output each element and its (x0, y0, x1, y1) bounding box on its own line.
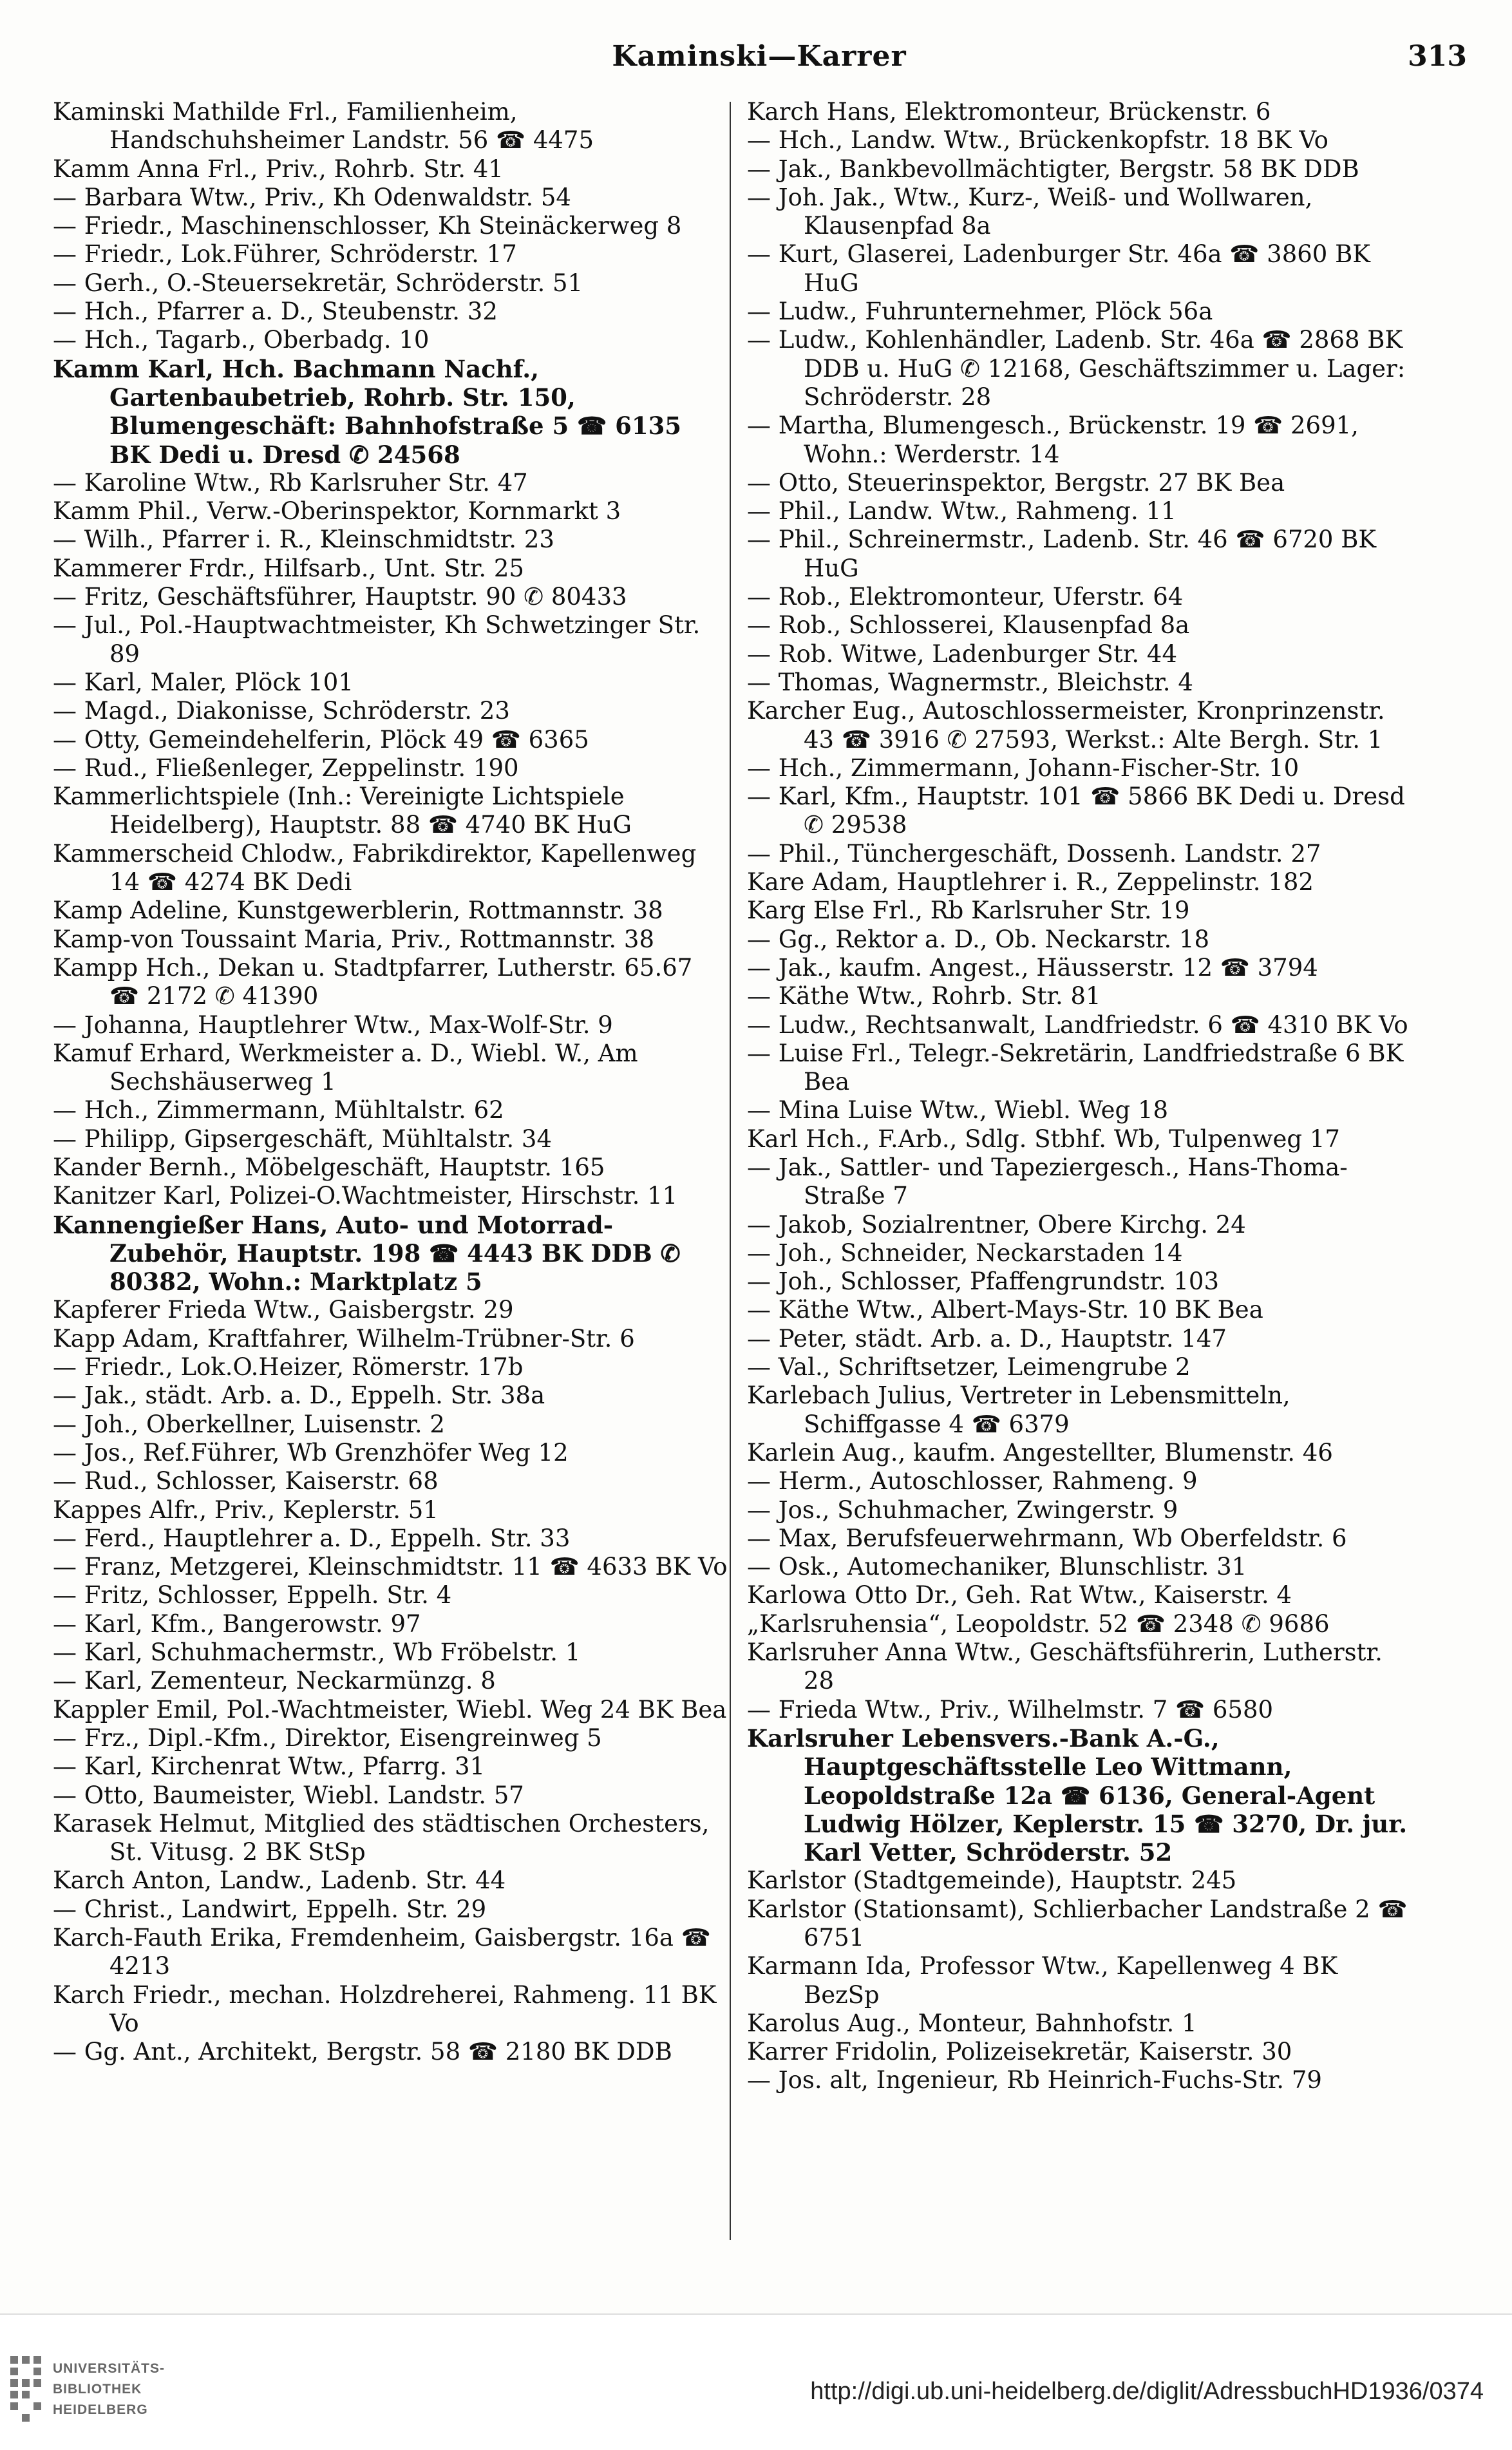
directory-entry: — Karl, Kfm., Hauptstr. 101 ☎ 5866 BK Dedi u. Dresd ✆ 29538 (747, 783, 1405, 839)
directory-entry: — Magd., Diakonisse, Schröderstr. 23 (53, 697, 510, 725)
directory-entry: Karlsruher Lebensvers.-Bank A.-G., Hauptgeschäftsstelle Leo Wittmann, Leopoldstraße 12a ☎ 6136, General-Agent Ludwig Hölzer, Keplerstr. 15 ☎ 3270, Dr. jur. Karl Vetter, Schröderstr. 52 (747, 1724, 1408, 1867)
footer-bar (0, 2313, 1512, 2450)
directory-entry: Kammerer Frdr., Hilfsarb., Unt. Str. 25 (53, 554, 524, 582)
directory-entry: — Rob., Schlosserei, Klausenpfad 8a (747, 611, 1190, 640)
directory-entry: — Karl, Zementeur, Neckarmünzg. 8 (53, 1667, 496, 1695)
directory-entry: — Martha, Blumengesch., Brückenstr. 19 ☎ 2691, Wohn.: Werderstr. 14 (747, 412, 1359, 468)
directory-entry: Karg Else Frl., Rb Karlsruher Str. 19 (747, 897, 1190, 925)
directory-entry: — Friedr., Maschinenschlosser, Kh Steinäckerweg 8 (53, 212, 682, 240)
directory-entry: — Jak., Bankbevollmächtigter, Bergstr. 58 BK DDB (747, 155, 1359, 183)
directory-entry: — Ludw., Kohlenhändler, Ladenb. Str. 46a ☎ 2868 BK DDB u. HuG ✆ 12168, Geschäftszimmer u. Lager: Schröderstr. 28 (747, 326, 1406, 411)
directory-entry: Karmann Ida, Professor Wtw., Kapellenweg 4 BK BezSp (747, 1952, 1338, 2009)
directory-entry: Karlstor (Stadtgemeinde), Hauptstr. 245 (747, 1866, 1237, 1895)
directory-entry: — Rud., Fließenleger, Zeppelinstr. 190 (53, 754, 519, 782)
directory-entry: — Jakob, Sozialrentner, Obere Kirchg. 24 (747, 1210, 1246, 1239)
directory-entry: — Jak., Sattler- und Tapeziergesch., Hans-Thoma-Straße 7 (747, 1153, 1348, 1210)
directory-entry: Karch-Fauth Erika, Fremdenheim, Gaisbergstr. 16a ☎ 4213 (53, 1924, 711, 1980)
directory-entry: Kanitzer Karl, Polizei-O.Wachtmeister, Hirschstr. 11 (53, 1182, 678, 1210)
directory-entry: — Phil., Schreinermstr., Ladenb. Str. 46 ☎ 6720 BK HuG (747, 526, 1377, 582)
directory-entry: — Gg., Rektor a. D., Ob. Neckarstr. 18 (747, 925, 1210, 953)
directory-entry: — Otto, Steuerinspektor, Bergstr. 27 BK Bea (747, 468, 1285, 497)
directory-entry: — Karl, Kfm., Bangerowstr. 97 (53, 1610, 421, 1638)
directory-entry: Karolus Aug., Monteur, Bahnhofstr. 1 (747, 2009, 1197, 2037)
directory-entry: — Osk., Automechaniker, Blunschlistr. 31 (747, 1553, 1247, 1581)
directory-entry: Kamm Anna Frl., Priv., Rohrb. Str. 41 (53, 155, 504, 183)
directory-entry: Kammerscheid Chlodw., Fabrikdirektor, Kapellenweg 14 ☎ 4274 BK Dedi (53, 839, 697, 897)
directory-entry: — Rob., Elektromonteur, Uferstr. 64 (747, 583, 1184, 611)
directory-entry: Kampp Hch., Dekan u. Stadtpfarrer, Lutherstr. 65.67 ☎ 2172 ✆ 41390 (53, 953, 693, 1011)
directory-entry: — Joh., Schneider, Neckarstaden 14 (747, 1239, 1183, 1267)
page-number: 313 (1408, 40, 1467, 73)
directory-entry: Kapferer Frieda Wtw., Gaisbergstr. 29 (53, 1296, 514, 1324)
directory-entry: Karch Friedr., mechan. Holzdreherei, Rahmeng. 11 BK Vo (53, 1980, 717, 2037)
directory-entry: Kaminski Mathilde Frl., Familienheim, Handschuhsheimer Landstr. 56 ☎ 4475 (53, 98, 594, 155)
directory-entry: — Gg. Ant., Architekt, Bergstr. 58 ☎ 2180 BK DDB (53, 2038, 672, 2066)
directory-entry: — Hch., Tagarb., Oberbadg. 10 (53, 326, 430, 354)
directory-entry: — Ludw., Rechtsanwalt, Landfriedstr. 6 ☎ 4310 BK Vo (747, 1011, 1408, 1039)
directory-entry: Kamm Phil., Verw.-Oberinspektor, Kornmarkt 3 (53, 497, 621, 526)
directory-entry: Karlowa Otto Dr., Geh. Rat Wtw., Kaiserstr. 4 (747, 1581, 1292, 1610)
directory-entry: Kamuf Erhard, Werkmeister a. D., Wiebl. W., Am Sechshäuserweg 1 (53, 1039, 638, 1096)
directory-entry: — Thomas, Wagnermstr., Bleichstr. 4 (747, 668, 1193, 696)
directory-entry: — Otty, Gemeindehelferin, Plöck 49 ☎ 6365 (53, 725, 589, 754)
directory-entry: — Franz, Metzgerei, Kleinschmidtstr. 11 ☎ 4633 BK Vo (53, 1553, 728, 1581)
directory-entry: — Ludw., Fuhrunternehmer, Plöck 56a (747, 298, 1213, 326)
directory-entry: — Otto, Baumeister, Wiebl. Landstr. 57 (53, 1781, 524, 1809)
directory-entry: — Kurt, Glaserei, Ladenburger Str. 46a ☎ 3860 BK HuG (747, 240, 1370, 297)
directory-entry: — Karoline Wtw., Rb Karlsruher Str. 47 (53, 468, 528, 497)
directory-entry: — Friedr., Lok.O.Heizer, Römerstr. 17b (53, 1353, 524, 1382)
directory-entry: — Hch., Pfarrer a. D., Steubenstr. 32 (53, 298, 498, 326)
directory-entry: — Jos. alt, Ingenieur, Rb Heinrich-Fuchs-Str. 79 (747, 2066, 1322, 2094)
directory-entry: — Johanna, Hauptlehrer Wtw., Max-Wolf-Str. 9 (53, 1011, 613, 1039)
directory-entry: — Phil., Landw. Wtw., Rahmeng. 11 (747, 497, 1177, 526)
library-logo-icon (8, 2353, 44, 2426)
directory-entry: Kannengießer Hans, Auto- und Motorrad-Zubehör, Hauptstr. 198 ☎ 4443 BK DDB ✆ 80382, Wohn.: Marktplatz 5 (53, 1210, 681, 1296)
directory-entry: Kappler Emil, Pol.-Wachtmeister, Wiebl. Weg 24 BK Bea (53, 1695, 727, 1724)
directory-entry: — Frieda Wtw., Priv., Wilhelmstr. 7 ☎ 6580 (747, 1695, 1274, 1724)
directory-entry: Karrer Fridolin, Polizeisekretär, Kaiserstr. 30 (747, 2038, 1292, 2066)
library-logo (8, 2353, 201, 2431)
source-url[interactable]: http://digi.ub.uni-heidelberg.de/diglit/AdressbuchHD1936/0374 (810, 2378, 1484, 2405)
directory-entry: Kapp Adam, Kraftfahrer, Wilhelm-Trübner-Str. 6 (53, 1324, 635, 1353)
directory-entry: Karl Hch., F.Arb., Sdlg. Stbhf. Wb, Tulpenweg 17 (747, 1125, 1340, 1153)
directory-entry: — Christ., Landwirt, Eppelh. Str. 29 (53, 1895, 487, 1923)
directory-entry: — Luise Frl., Telegr.-Sekretärin, Landfriedstraße 6 BK Bea (747, 1039, 1404, 1096)
directory-entry: Kamp-von Toussaint Maria, Priv., Rottmannstr. 38 (53, 925, 654, 953)
directory-entry: — Käthe Wtw., Albert-Mays-Str. 10 BK Bea (747, 1296, 1263, 1324)
directory-entry: Karlstor (Stationsamt), Schlierbacher Landstraße 2 ☎ 6751 (747, 1895, 1408, 1951)
directory-entry: — Joh., Schlosser, Pfaffengrundstr. 103 (747, 1268, 1220, 1296)
directory-entry: — Max, Berufsfeuerwehrmann, Wb Oberfeldstr. 6 (747, 1524, 1347, 1552)
directory-entry: — Jos., Ref.Führer, Wb Grenzhöfer Weg 12 (53, 1438, 569, 1467)
directory-entry: — Friedr., Lok.Führer, Schröderstr. 17 (53, 240, 517, 269)
directory-entry: Kander Bernh., Möbelgeschäft, Hauptstr. 165 (53, 1153, 605, 1181)
logo-line: HEIDELBERG (53, 2402, 148, 2417)
directory-entry: Karch Anton, Landw., Ladenb. Str. 44 (53, 1866, 506, 1895)
directory-entry: Kare Adam, Hauptlehrer i. R., Zeppelinstr. 182 (747, 868, 1314, 897)
column-divider (730, 102, 731, 2240)
page-header (52, 40, 1467, 85)
directory-entry: — Philipp, Gipsergeschäft, Mühltalstr. 34 (53, 1125, 553, 1153)
directory-entry: — Herm., Autoschlosser, Rahmeng. 9 (747, 1467, 1198, 1496)
directory-entry: Karlein Aug., kaufm. Angestellter, Blumenstr. 46 (747, 1438, 1333, 1467)
directory-entry: „Karlsruhensia“, Leopoldstr. 52 ☎ 2348 ✆ 9686 (747, 1610, 1330, 1638)
directory-entry: Kamp Adeline, Kunstgewerblerin, Rottmannstr. 38 (53, 897, 663, 925)
directory-entry: — Karl, Schuhmachermstr., Wb Fröbelstr. 1 (53, 1638, 581, 1667)
directory-entry: — Joh. Jak., Wtw., Kurz-, Weiß- und Wollwaren, Klausenpfad 8a (747, 183, 1313, 240)
directory-entry: — Joh., Oberkellner, Luisenstr. 2 (53, 1410, 445, 1438)
directory-entry: — Wilh., Pfarrer i. R., Kleinschmidtstr. 23 (53, 526, 554, 554)
directory-entry: — Rud., Schlosser, Kaiserstr. 68 (53, 1467, 439, 1496)
directory-entry: — Karl, Maler, Plöck 101 (53, 668, 354, 696)
directory-entry: — Jos., Schuhmacher, Zwingerstr. 9 (747, 1496, 1178, 1524)
directory-entry: Karasek Helmut, Mitglied des städtischen Orchesters, St. Vitusg. 2 BK StSp (53, 1809, 710, 1866)
directory-entry: — Frz., Dipl.-Kfm., Direktor, Eisengreinweg 5 (53, 1724, 602, 1752)
directory-entry: — Gerh., O.-Steuersekretär, Schröderstr. 51 (53, 269, 583, 297)
directory-entry: — Peter, städt. Arb. a. D., Hauptstr. 147 (747, 1324, 1227, 1353)
directory-entry: — Mina Luise Wtw., Wiebl. Weg 18 (747, 1096, 1169, 1125)
directory-entry: Kammerlichtspiele (Inh.: Vereinigte Lichtspiele Heidelberg), Hauptstr. 88 ☎ 4740 BK HuG (53, 783, 632, 839)
directory-entry: Karcher Eug., Autoschlossermeister, Kronprinzenstr. 43 ☎ 3916 ✆ 27593, Werkst.: Alte Bergh. Str. 1 (747, 697, 1385, 754)
directory-entry: Kappes Alfr., Priv., Keplerstr. 51 (53, 1496, 439, 1524)
directory-entry: Karlsruher Anna Wtw., Geschäftsführerin, Lutherstr. 28 (747, 1638, 1383, 1695)
directory-entry: — Hch., Landw. Wtw., Brückenkopfstr. 18 BK Vo (747, 126, 1328, 155)
directory-entry: — Rob. Witwe, Ladenburger Str. 44 (747, 640, 1177, 668)
directory-entry: — Val., Schriftsetzer, Leimengrube 2 (747, 1353, 1191, 1382)
directory-entry: — Ferd., Hauptlehrer a. D., Eppelh. Str. 33 (53, 1524, 571, 1552)
directory-entry: — Jul., Pol.-Hauptwachtmeister, Kh Schwetzinger Str. 89 (53, 611, 701, 668)
directory-entry: — Phil., Tünchergeschäft, Dossenh. Landstr. 27 (747, 839, 1321, 868)
directory-entry: — Käthe Wtw., Rohrb. Str. 81 (747, 982, 1101, 1011)
directory-entry: — Karl, Kirchenrat Wtw., Pfarrg. 31 (53, 1752, 486, 1781)
directory-entry: — Fritz, Geschäftsführer, Hauptstr. 90 ✆ 80433 (53, 583, 627, 611)
directory-entry: — Hch., Zimmermann, Mühltalstr. 62 (53, 1096, 504, 1125)
logo-line: UNIVERSITÄTS- (53, 2361, 165, 2376)
logo-line: BIBLIOTHEK (53, 2382, 142, 2397)
directory-entry: — Barbara Wtw., Priv., Kh Odenwaldstr. 54 (53, 183, 571, 211)
directory-entry: Kamm Karl, Hch. Bachmann Nachf., Gartenbaubetrieb, Rohrb. Str. 150, Blumengeschäft: Bahnhofstraße 5 ☎ 6135 BK Dedi u. Dresd ✆ 24568 (53, 354, 682, 469)
directory-entry: — Jak., städt. Arb. a. D., Eppelh. Str. 38a (53, 1382, 545, 1410)
directory-entry: — Hch., Zimmermann, Johann-Fischer-Str. 10 (747, 754, 1299, 782)
directory-entry: Karch Hans, Elektromonteur, Brückenstr. 6 (747, 98, 1271, 126)
running-head: Kaminski—Karrer (612, 40, 907, 73)
right-column (747, 98, 1417, 2095)
directory-entry: — Jak., kaufm. Angest., Häusserstr. 12 ☎ 3794 (747, 953, 1318, 982)
directory-entry: — Fritz, Schlosser, Eppelh. Str. 4 (53, 1581, 452, 1610)
directory-entry: Karlebach Julius, Vertreter in Lebensmitteln, Schiffgasse 4 ☎ 6379 (747, 1382, 1290, 1438)
left-column (53, 98, 729, 2066)
